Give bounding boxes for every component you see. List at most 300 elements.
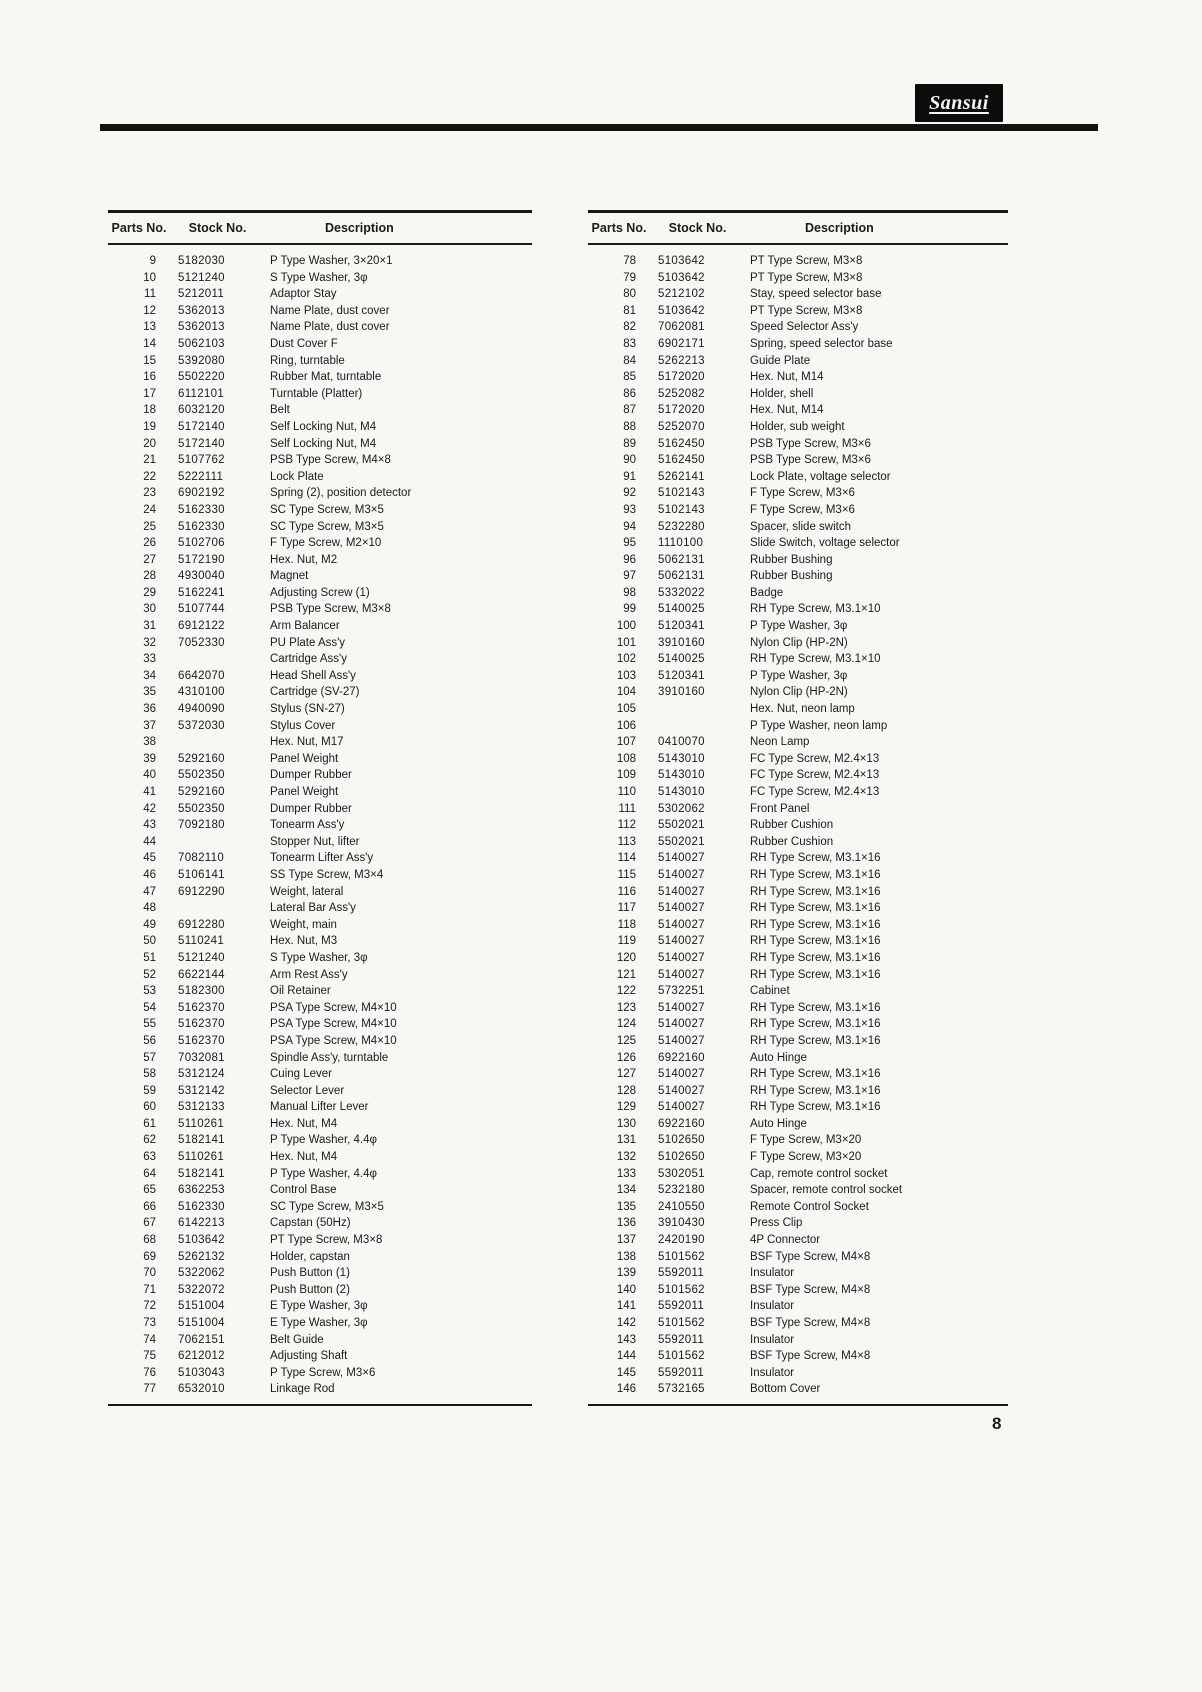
table-row: [588, 651, 1008, 668]
description-cell: Weight, lateral: [270, 885, 344, 898]
description-cell: SS Type Screw, M3×4: [270, 868, 384, 881]
description-cell: Dumper Rubber: [270, 802, 352, 815]
table-row: [588, 701, 1008, 718]
description-cell: Guide Plate: [750, 354, 811, 367]
description-cell: Adjusting Shaft: [270, 1350, 348, 1363]
stock-no-cell: 5232180: [658, 1184, 705, 1197]
table-row: [588, 1249, 1008, 1266]
stock-no-cell: 5302051: [658, 1167, 705, 1180]
description-cell: P Type Screw, M3×6: [270, 1366, 376, 1379]
stock-no-cell: 5502350: [178, 769, 225, 782]
table-row: [108, 1249, 532, 1266]
stock-no-cell: 5140027: [658, 902, 705, 915]
stock-no-cell: 7062081: [658, 321, 705, 334]
parts-no-cell: 145: [616, 1366, 636, 1379]
parts-no-cell: 77: [143, 1383, 156, 1396]
description-cell: Neon Lamp: [750, 736, 810, 749]
description-cell: Insulator: [750, 1300, 795, 1313]
parts-no-cell: 48: [143, 902, 156, 915]
table-row: [108, 535, 532, 552]
parts-no-cell: 117: [617, 902, 636, 915]
table-row: [108, 1348, 532, 1365]
parts-no-cell: 72: [143, 1300, 156, 1313]
table-row: [108, 1381, 532, 1398]
table-row: [108, 452, 532, 469]
stock-no-cell: 5162370: [178, 1018, 225, 1031]
stock-no-cell: 5110241: [178, 935, 225, 948]
description-cell: Nylon Clip (HP-2N): [750, 636, 848, 649]
stock-no-cell: 4310100: [178, 686, 225, 699]
table-row: [588, 419, 1008, 436]
parts-no-cell: 51: [143, 951, 156, 964]
parts-no-cell: 60: [143, 1101, 156, 1114]
parts-no-cell: 88: [623, 420, 636, 433]
description-cell: Weight, main: [270, 918, 337, 931]
table-row: [588, 1348, 1008, 1365]
description-cell: RH Type Screw, M3.1×16: [750, 1068, 881, 1081]
table-row: [108, 1066, 532, 1083]
table-row: [588, 1282, 1008, 1299]
parts-no-cell: 37: [143, 719, 156, 732]
table-row: [588, 585, 1008, 602]
description-cell: P Type Washer, 3×20×1: [270, 255, 393, 267]
stock-no-cell: 6212012: [178, 1350, 225, 1363]
parts-no-cell: 133: [616, 1167, 636, 1180]
table-row: [108, 1166, 532, 1183]
table-row: [108, 701, 532, 718]
table-row: [108, 402, 532, 419]
table-row: [588, 983, 1008, 1000]
parts-no-cell: 15: [143, 354, 156, 367]
stock-no-cell: 5140027: [658, 868, 705, 881]
parts-no-cell: 52: [143, 968, 156, 981]
stock-no-cell: 5592011: [658, 1333, 705, 1346]
stock-no-cell: 5110261: [178, 1117, 225, 1130]
table-row: [588, 834, 1008, 851]
table-row: [588, 303, 1008, 320]
stock-no-cell: 3910160: [658, 636, 705, 649]
description-cell: PSB Type Screw, M4×8: [270, 454, 391, 467]
description-cell: FC Type Screw, M2.4×13: [750, 769, 880, 782]
description-cell: Arm Balancer: [270, 620, 340, 633]
table-row: [588, 1000, 1008, 1017]
table-row: [108, 485, 532, 502]
table-row: [588, 751, 1008, 768]
parts-no-cell: 13: [143, 321, 156, 334]
description-cell: Cartridge (SV-27): [270, 686, 360, 699]
table-row: [108, 1365, 532, 1382]
description-cell: Hex. Nut, M14: [750, 371, 824, 384]
description-cell: Cuing Lever: [270, 1068, 333, 1081]
stock-no-cell: [170, 900, 265, 917]
parts-no-cell: 141: [616, 1300, 636, 1313]
description-cell: F Type Screw, M3×20: [750, 1151, 862, 1164]
parts-no-cell: 17: [143, 387, 156, 400]
table-body-left: [108, 245, 532, 1406]
description-cell: PSA Type Screw, M4×10: [270, 1034, 397, 1047]
table-row: [588, 469, 1008, 486]
table-row: [108, 1099, 532, 1116]
table-row: [108, 1215, 532, 1232]
table-row: [588, 436, 1008, 453]
table-row: [108, 967, 532, 984]
parts-no-cell: 94: [623, 520, 636, 533]
stock-no-cell: 6032120: [178, 404, 225, 417]
table-row: [588, 718, 1008, 735]
parts-no-cell: 47: [143, 885, 156, 898]
parts-no-cell: 19: [143, 420, 156, 433]
stock-no-cell: 5102706: [178, 537, 225, 550]
table-row: [108, 684, 532, 701]
parts-table-left: [108, 210, 532, 1406]
parts-no-cell: 90: [623, 454, 636, 467]
parts-no-cell: 140: [616, 1283, 636, 1296]
stock-no-cell: 6112101: [178, 387, 225, 400]
parts-no-cell: 89: [623, 437, 636, 450]
description-cell: Holder, shell: [750, 387, 814, 400]
table-row: [108, 734, 532, 751]
table-row: [108, 651, 532, 668]
parts-no-cell: 86: [623, 387, 636, 400]
parts-no-cell: 14: [143, 337, 156, 350]
table-row: [588, 1365, 1008, 1382]
description-cell: Manual Lifter Lever: [270, 1101, 369, 1114]
parts-table-right: [588, 210, 1008, 1406]
description-cell: Panel Weight: [270, 752, 339, 765]
parts-no-cell: 39: [143, 752, 156, 765]
stock-no-cell: 6362253: [178, 1184, 225, 1197]
description-cell: F Type Screw, M3×6: [750, 487, 855, 500]
stock-no-cell: 6532010: [178, 1383, 225, 1396]
description-cell: RH Type Screw, M3.1×16: [750, 918, 881, 931]
description-cell: RH Type Screw, M3.1×16: [750, 935, 881, 948]
description-cell: RH Type Screw, M3.1×16: [750, 885, 881, 898]
description-cell: Press Clip: [750, 1217, 803, 1230]
parts-no-cell: 71: [143, 1283, 156, 1296]
stock-no-cell: 5101562: [658, 1317, 705, 1329]
stock-no-cell: 5102143: [658, 503, 705, 516]
stock-no-cell: 5103642: [658, 304, 705, 317]
table-row: [588, 1050, 1008, 1067]
parts-no-cell: 100: [616, 620, 636, 633]
stock-no-cell: 5140027: [658, 935, 705, 948]
table-row: [588, 950, 1008, 967]
description-cell: Lateral Bar Ass'y: [270, 902, 356, 915]
description-cell: Holder, sub weight: [750, 420, 845, 433]
parts-no-cell: 76: [143, 1366, 156, 1379]
header-stock-no: Stock No.: [668, 221, 727, 235]
description-cell: Hex. Nut, M3: [270, 935, 338, 948]
stock-no-cell: 5172020: [658, 404, 705, 417]
table-row: [108, 1232, 532, 1249]
parts-no-cell: 18: [143, 404, 156, 417]
description-cell: FC Type Screw, M2.4×13: [750, 752, 880, 765]
table-row: [588, 286, 1008, 303]
stock-no-cell: 5592011: [658, 1300, 705, 1313]
description-cell: Hex. Nut, M2: [270, 553, 338, 566]
description-cell: RH Type Screw, M3.1×10: [750, 603, 881, 616]
table-header: [588, 210, 1008, 245]
parts-no-cell: 112: [617, 819, 636, 832]
table-row: [108, 568, 532, 585]
description-cell: S Type Washer, 3φ: [270, 951, 368, 964]
stock-no-cell: 5140027: [658, 1101, 705, 1114]
stock-no-cell: 5172140: [178, 437, 225, 450]
table-row: [588, 933, 1008, 950]
description-cell: RH Type Screw, M3.1×16: [750, 1101, 881, 1114]
table-row: [108, 1282, 532, 1299]
table-row: [588, 270, 1008, 287]
stock-no-cell: 7062151: [178, 1333, 225, 1346]
stock-no-cell: 5162370: [178, 1034, 225, 1047]
parts-no-cell: 45: [143, 852, 156, 865]
top-rule-divider: [100, 124, 1098, 131]
stock-no-cell: 3910160: [658, 686, 705, 699]
stock-no-cell: 5732251: [658, 985, 705, 998]
description-cell: Slide Switch, voltage selector: [750, 537, 900, 550]
stock-no-cell: 5140027: [658, 852, 705, 865]
description-cell: Spacer, remote control socket: [750, 1184, 903, 1197]
stock-no-cell: 5110261: [178, 1151, 225, 1164]
table-row: [588, 668, 1008, 685]
description-cell: S Type Washer, 3φ: [270, 271, 368, 284]
parts-no-cell: 98: [623, 586, 636, 599]
parts-no-cell: 41: [143, 786, 156, 798]
parts-no-cell: 42: [143, 802, 156, 815]
stock-no-cell: 5162330: [178, 503, 225, 516]
stock-no-cell: 6912290: [178, 885, 225, 898]
stock-no-cell: 0410070: [658, 736, 705, 749]
description-cell: Name Plate, dust cover: [270, 304, 390, 317]
parts-no-cell: 130: [616, 1117, 636, 1130]
stock-no-cell: 5332022: [658, 586, 705, 599]
parts-no-cell: 29: [143, 586, 156, 599]
description-cell: Spindle Ass'y, turntable: [270, 1051, 389, 1064]
table-row: [108, 933, 532, 950]
description-cell: PT Type Screw, M3×8: [750, 304, 863, 317]
parts-no-cell: 93: [623, 503, 636, 516]
stock-no-cell: 5140027: [658, 968, 705, 981]
parts-no-cell: 128: [616, 1084, 636, 1097]
description-cell: Rubber Cushion: [750, 819, 834, 832]
stock-no-cell: 5292160: [178, 752, 225, 765]
header-description: Description: [325, 221, 394, 235]
stock-no-cell: 5252070: [658, 420, 705, 433]
parts-no-cell: 64: [143, 1167, 156, 1180]
stock-no-cell: 5102143: [658, 487, 705, 500]
table-row: [108, 303, 532, 320]
description-cell: Push Button (1): [270, 1267, 350, 1280]
stock-no-cell: 5502220: [178, 371, 225, 384]
description-cell: RH Type Screw, M3.1×16: [750, 951, 881, 964]
parts-no-cell: 139: [616, 1267, 636, 1280]
stock-no-cell: 5182141: [178, 1167, 225, 1180]
table-row: [588, 1099, 1008, 1116]
description-cell: Selector Lever: [270, 1084, 345, 1097]
stock-no-cell: 5120341: [658, 620, 705, 633]
table-row: [588, 684, 1008, 701]
stock-no-cell: 5062131: [658, 553, 705, 566]
parts-no-cell: 25: [143, 520, 156, 533]
description-cell: Nylon Clip (HP-2N): [750, 686, 848, 699]
table-row: [588, 1166, 1008, 1183]
parts-no-cell: 20: [143, 437, 156, 450]
stock-no-cell: 5140027: [658, 951, 705, 964]
table-row: [588, 1033, 1008, 1050]
description-cell: RH Type Screw, M3.1×16: [750, 1034, 881, 1047]
parts-no-cell: 120: [616, 951, 636, 964]
table-row: [588, 353, 1008, 370]
table-row: [108, 1083, 532, 1100]
table-row: [108, 784, 532, 801]
description-cell: PSA Type Screw, M4×10: [270, 1018, 397, 1031]
table-row: [588, 850, 1008, 867]
parts-no-cell: 123: [616, 1001, 636, 1014]
description-cell: PU Plate Ass'y: [270, 636, 346, 649]
description-cell: BSF Type Screw, M4×8: [750, 1317, 871, 1329]
description-cell: Name Plate, dust cover: [270, 321, 390, 334]
description-cell: Magnet: [270, 570, 309, 583]
stock-no-cell: 5140025: [658, 603, 705, 616]
stock-no-cell: 5312142: [178, 1084, 225, 1097]
description-cell: F Type Screw, M3×6: [750, 503, 855, 516]
stock-no-cell: 5101562: [658, 1283, 705, 1296]
parts-no-cell: 82: [623, 321, 636, 334]
stock-no-cell: 5140027: [658, 1001, 705, 1014]
description-cell: Stylus Cover: [270, 719, 336, 732]
table-row: [108, 319, 532, 336]
stock-no-cell: 5252082: [658, 387, 705, 400]
stock-no-cell: 5172020: [658, 371, 705, 384]
stock-no-cell: 5101562: [658, 1350, 705, 1363]
table-row: [108, 286, 532, 303]
parts-no-cell: 126: [616, 1051, 636, 1064]
parts-no-cell: 33: [143, 653, 156, 666]
stock-no-cell: 5362013: [178, 321, 225, 334]
description-cell: Head Shell Ass'y: [270, 669, 356, 682]
parts-no-cell: 146: [616, 1383, 636, 1396]
stock-no-cell: 5102650: [658, 1134, 705, 1147]
stock-no-cell: 5140027: [658, 1068, 705, 1081]
description-cell: Ring, turntable: [270, 354, 345, 367]
parts-no-cell: 75: [143, 1350, 156, 1363]
stock-no-cell: 5121240: [178, 271, 225, 284]
table-row: [588, 369, 1008, 386]
parts-no-cell: 10: [143, 271, 156, 284]
parts-no-cell: 68: [143, 1234, 156, 1247]
parts-no-cell: 104: [616, 686, 636, 699]
description-cell: PSB Type Screw, M3×6: [750, 454, 871, 467]
description-cell: Control Base: [270, 1184, 337, 1197]
description-cell: Remote Control Socket: [750, 1200, 869, 1213]
table-row: [108, 718, 532, 735]
table-row: [108, 1016, 532, 1033]
parts-no-cell: 70: [143, 1267, 156, 1280]
table-row: [588, 319, 1008, 336]
stock-no-cell: 5392080: [178, 354, 225, 367]
stock-no-cell: 6642070: [178, 669, 225, 682]
parts-no-cell: 96: [623, 553, 636, 566]
parts-no-cell: 119: [617, 935, 636, 948]
table-row: [588, 568, 1008, 585]
parts-no-cell: 102: [616, 653, 636, 666]
stock-no-cell: 5592011: [658, 1366, 705, 1379]
parts-no-cell: 55: [143, 1018, 156, 1031]
stock-no-cell: 5302062: [658, 802, 705, 815]
stock-no-cell: 6902192: [178, 487, 225, 500]
stock-no-cell: 7052330: [178, 636, 225, 649]
parts-no-cell: 114: [617, 852, 636, 865]
stock-no-cell: 5172190: [178, 553, 225, 566]
description-cell: PSA Type Screw, M4×10: [270, 1001, 397, 1014]
table-row: [588, 1066, 1008, 1083]
table-row: [108, 834, 532, 851]
table-row: [588, 734, 1008, 751]
description-cell: Adaptor Stay: [270, 288, 337, 301]
table-row: [588, 519, 1008, 536]
description-cell: RH Type Screw, M3.1×16: [750, 1084, 881, 1097]
parts-no-cell: 58: [143, 1068, 156, 1081]
parts-no-cell: 95: [623, 537, 636, 550]
stock-no-cell: 5140027: [658, 918, 705, 931]
table-row: [108, 668, 532, 685]
stock-no-cell: 5182300: [178, 985, 225, 998]
parts-no-cell: 83: [623, 337, 636, 350]
parts-no-cell: 91: [623, 470, 636, 483]
description-cell: Stopper Nut, lifter: [270, 835, 360, 848]
description-cell: Tonearm Ass'y: [270, 819, 345, 832]
stock-no-cell: 5322062: [178, 1267, 225, 1280]
parts-no-cell: 57: [143, 1051, 156, 1064]
parts-no-cell: 137: [616, 1234, 636, 1247]
table-row: [588, 967, 1008, 984]
parts-no-cell: 49: [143, 918, 156, 931]
stock-no-cell: 5502350: [178, 802, 225, 815]
table-row: [108, 601, 532, 618]
table-row: [588, 1265, 1008, 1282]
stock-no-cell: 5312124: [178, 1068, 225, 1081]
stock-no-cell: 5101562: [658, 1250, 705, 1263]
table-body-right: [588, 245, 1008, 1406]
table-row: [588, 1232, 1008, 1249]
table-row: [108, 950, 532, 967]
table-row: [108, 817, 532, 834]
description-cell: Tonearm Lifter Ass'y: [270, 852, 374, 865]
stock-no-cell: 5151004: [178, 1300, 225, 1313]
table-row: [108, 635, 532, 652]
table-row: [108, 336, 532, 353]
stock-no-cell: 5372030: [178, 719, 225, 732]
stock-no-cell: 5592011: [658, 1267, 705, 1280]
description-cell: Push Button (2): [270, 1283, 350, 1296]
description-cell: Hex. Nut, M14: [750, 404, 824, 417]
table-row: [108, 1199, 532, 1216]
sansui-logo: [915, 84, 1003, 122]
parts-no-cell: 108: [616, 752, 636, 765]
table-row: [588, 1149, 1008, 1166]
table-row: [588, 535, 1008, 552]
stock-no-cell: 5212011: [178, 288, 225, 301]
description-cell: Stay, speed selector base: [750, 288, 882, 301]
parts-no-cell: 138: [616, 1250, 636, 1263]
stock-no-cell: 6912122: [178, 620, 225, 633]
table-row: [588, 900, 1008, 917]
description-cell: Oil Retainer: [270, 985, 331, 998]
table-row: [588, 801, 1008, 818]
table-row: [108, 519, 532, 536]
stock-no-cell: 6922160: [658, 1051, 705, 1064]
parts-no-cell: 124: [616, 1018, 636, 1031]
